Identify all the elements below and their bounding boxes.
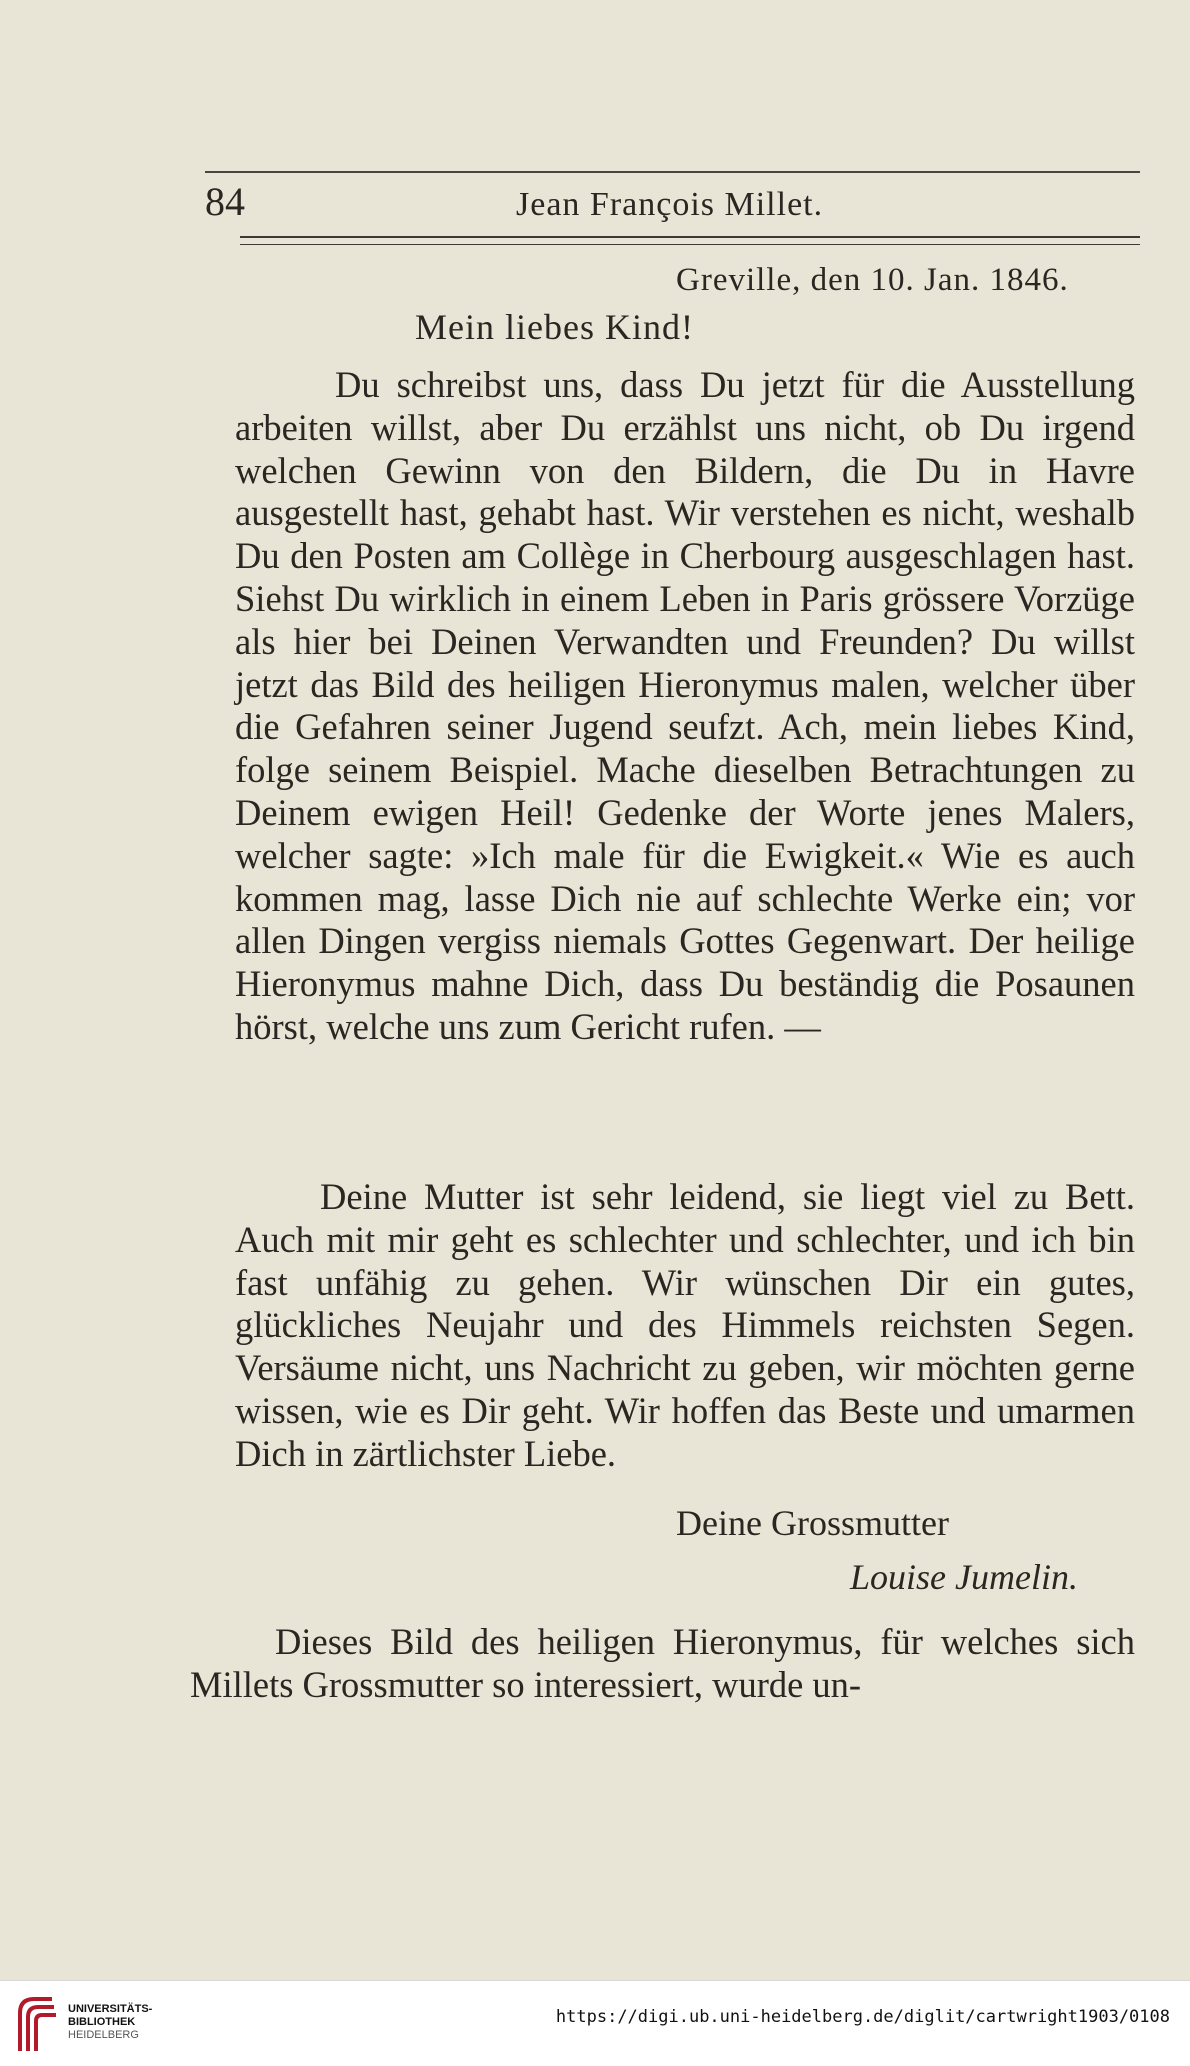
library-name-line-1: UNIVERSITÄTS- — [68, 2003, 153, 2015]
header-bottom-rule — [240, 236, 1140, 238]
library-name — [68, 2003, 152, 2042]
commentary-paragraph: Dieses Bild des heiligen Hieronymus, für welches sich Millets Grossmutter so interessiert, wurde un- — [190, 1621, 1135, 1705]
letter-paragraph-1: Du schreibst uns, dass Du jetzt für die Ausstellung arbeiten willst, aber Du erzählst uns nicht, ob Du irgend welchen Gewinn von den Bildern, die Du in Havre ausgestellt hast, gehabt hast. Wir verstehen es nicht, weshalb Du den Posten am Collège in Cherbourg ausgeschlagen hast. Siehst Du wirklich in einem Leben in Paris grössere Vorzüge als hier bei Deinen Verwandten und Freunden? Du willst jetzt das Bild des heiligen Hieronymus malen, welcher über die Gefahren seiner Jugend seufzt. Ach, mein liebes Kind, folge seinem Beispiel. Mache dieselben Betrachtungen zu Deinem ewigen Heil! Gedenke der Worte jenes Malers, welcher sagte: »Ich male für die Ewigkeit.« Wie es auch kommen mag, lasse Dich nie auf schlechte Werke ein; vor allen Dingen vergiss niemals Gottes Gegenwart. Der heilige Hieronymus mahne Dich, dass Du beständig die Posaunen hörst, welche uns zum Gericht rufen. — — [235, 364, 1135, 1047]
digitization-footer — [0, 1980, 1190, 2066]
library-name-line-3: HEIDELBERG — [68, 2029, 139, 2041]
source-url-link[interactable]: https://digi.ub.uni-heidelberg.de/diglit/cartwright1903/0108 — [555, 2007, 1170, 2027]
letter-paragraph-2: Deine Mutter ist sehr leidend, sie liegt viel zu Bett. Auch mit mir geht es schlechter und schlechter, und ich bin fast unfähig zu gehen. Wir wünschen Dir ein gutes, glückliches Neujahr und des Himmels reichsten Segen. Versäume nicht, uns Nachricht zu geben, wir möchten gerne wissen, wie es Dir geht. Wir hoffen das Beste und umarmen Dich in zärtlichster Liebe. — [235, 1176, 1135, 1474]
letter-date-line: Greville, den 10. Jan. 1846. — [676, 262, 1069, 298]
letter-signature: Louise Jumelin. — [850, 1557, 1078, 1597]
header-bottom-rule-thin — [240, 244, 1140, 245]
header-top-rule — [205, 171, 1140, 173]
library-logo-icon — [12, 1993, 62, 2055]
page-number: 84 — [205, 179, 245, 224]
running-title: Jean François Millet. — [516, 186, 824, 223]
letter-closing: Deine Grossmutter — [676, 1503, 949, 1543]
letter-salutation: Mein liebes Kind! — [415, 307, 694, 347]
library-name-line-2: BIBLIOTHEK — [68, 2016, 136, 2028]
